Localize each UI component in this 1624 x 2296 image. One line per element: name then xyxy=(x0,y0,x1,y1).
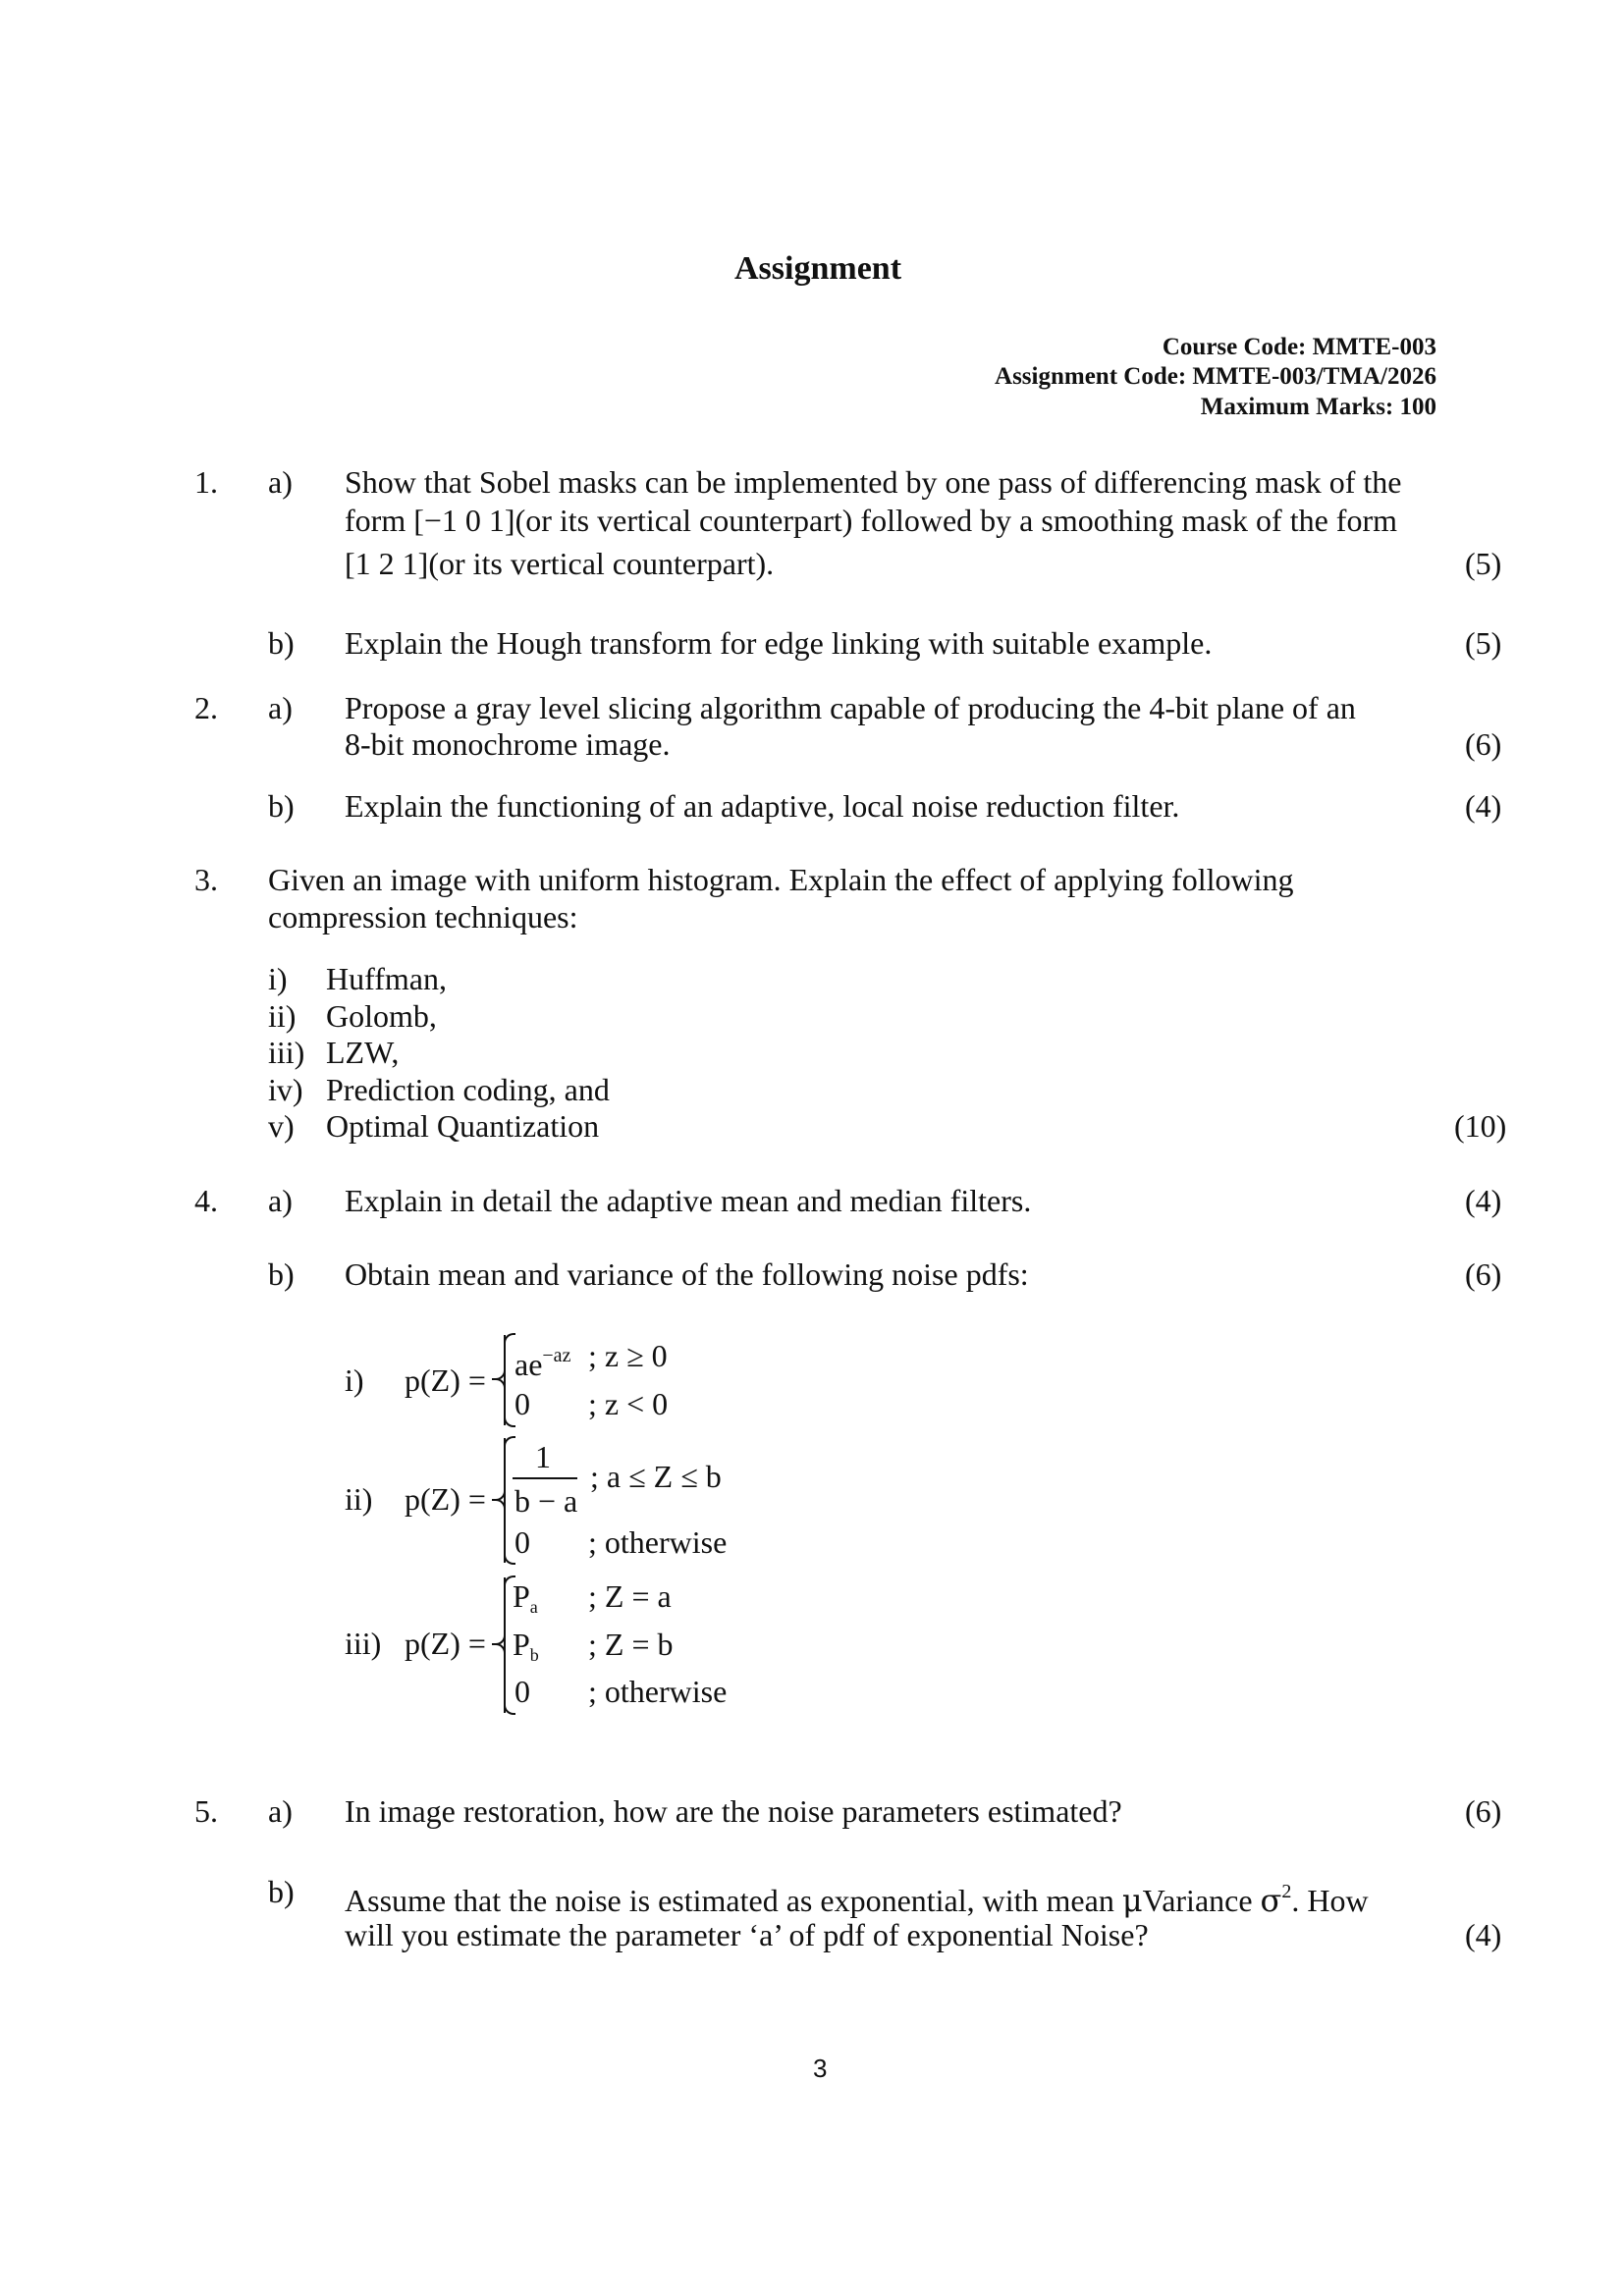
question-text: Explain in detail the adaptive mean and median filters. xyxy=(345,1183,1032,1218)
sigma-symbol: σ xyxy=(1260,1882,1282,1919)
mu-symbol: μ xyxy=(1121,1882,1143,1919)
pdf-condition: ; a ≤ Z ≤ b xyxy=(590,1459,722,1494)
pdf-condition: ; z < 0 xyxy=(588,1386,669,1421)
page-number: 3 xyxy=(813,2054,828,2083)
question-text: Obtain mean and variance of the following noise pdfs: xyxy=(345,1256,1029,1292)
question-text: compression techniques: xyxy=(268,899,578,934)
marks: (5) xyxy=(1465,625,1502,661)
list-item-label: iv) xyxy=(268,1072,303,1107)
list-item-label: ii) xyxy=(268,998,297,1034)
question-text-part: Variance xyxy=(1142,1883,1253,1918)
pdf-case xyxy=(513,1626,539,1674)
pdf-case xyxy=(513,1577,538,1626)
pdf-label: i) xyxy=(345,1362,364,1398)
marks: (4) xyxy=(1465,1183,1502,1218)
marks: (6) xyxy=(1465,1256,1502,1292)
fraction-denominator: b − a xyxy=(514,1483,578,1519)
question-text: Show that Sobel masks can be implemented by one pass of differencing mask of the xyxy=(345,464,1402,500)
list-item: Golomb, xyxy=(326,998,437,1034)
pdf-condition: ; otherwise xyxy=(588,1524,728,1560)
pdf-condition: ; Z = a xyxy=(588,1578,672,1614)
part-label: b) xyxy=(268,1256,295,1292)
question-text: Propose a gray level slicing algorithm capable of producing the 4-bit plane of an xyxy=(345,690,1356,725)
pdf-case xyxy=(514,1337,570,1383)
list-item-label: i) xyxy=(268,961,288,996)
pdf-condition: ; z ≥ 0 xyxy=(588,1338,668,1373)
marks: (6) xyxy=(1465,726,1502,762)
marks: (4) xyxy=(1465,1917,1502,1952)
part-label: a) xyxy=(268,1793,293,1829)
question-number: 2. xyxy=(194,690,218,725)
question-text: In image restoration, how are the noise parameters estimated? xyxy=(345,1793,1122,1829)
pdf-case-base: P xyxy=(513,1578,530,1614)
pdf-case-base: P xyxy=(513,1627,530,1662)
question-number: 3. xyxy=(194,862,218,897)
marks: (5) xyxy=(1465,546,1502,581)
fraction-numerator: 1 xyxy=(535,1439,551,1474)
pdf-condition: ; otherwise xyxy=(588,1674,728,1709)
pdf-case-base: ae xyxy=(514,1347,543,1382)
part-label: a) xyxy=(268,690,293,725)
assignment-code: Assignment Code: MMTE-003/TMA/2026 xyxy=(995,363,1436,390)
sigma-exponent: 2 xyxy=(1281,1881,1292,1902)
marks: (6) xyxy=(1465,1793,1502,1829)
question-number: 4. xyxy=(194,1183,218,1218)
question-text: Explain the functioning of an adaptive, local noise reduction filter. xyxy=(345,788,1180,824)
pdf-case-subscript: b xyxy=(529,1645,539,1665)
question-text: will you estimate the parameter ‘a’ of pdf of exponential Noise? xyxy=(345,1917,1149,1952)
list-item: LZW, xyxy=(326,1035,400,1070)
pdf-case-value: 0 xyxy=(514,1674,530,1709)
pdf-label: iii) xyxy=(345,1626,382,1661)
list-item: Huffman, xyxy=(326,961,447,996)
question-text xyxy=(345,1873,1369,1919)
pdf-lhs: p(Z) = xyxy=(405,1481,486,1517)
part-label: b) xyxy=(268,788,295,824)
list-item: Prediction coding, and xyxy=(326,1072,610,1107)
list-item-label: v) xyxy=(268,1108,295,1144)
question-number: 1. xyxy=(194,464,218,500)
question-text: Given an image with uniform histogram. Explain the effect of applying following xyxy=(268,862,1294,897)
question-number: 5. xyxy=(194,1793,218,1829)
question-text: Explain the Hough transform for edge linking with suitable example. xyxy=(345,625,1213,661)
pdf-label: ii) xyxy=(345,1481,373,1517)
part-label: b) xyxy=(268,1874,295,1909)
pdf-case-subscript: a xyxy=(529,1597,538,1617)
part-label: b) xyxy=(268,625,295,661)
pdf-lhs: p(Z) = xyxy=(405,1626,486,1661)
pdf-lhs: p(Z) = xyxy=(405,1362,486,1398)
part-label: a) xyxy=(268,1183,293,1218)
marks: (10) xyxy=(1454,1108,1507,1144)
pdf-case-exponent: −az xyxy=(542,1345,571,1366)
question-text: [1 2 1](or its vertical counterpart). xyxy=(345,546,775,581)
question-text-part: Assume that the noise is estimated as exponential, with mean xyxy=(345,1883,1114,1918)
list-item: Optimal Quantization xyxy=(326,1108,600,1144)
question-text: form [−1 0 1](or its vertical counterpart) followed by a smoothing mask of the form xyxy=(345,503,1397,538)
fraction-bar xyxy=(513,1477,577,1479)
question-text: 8-bit monochrome image. xyxy=(345,726,671,762)
course-code: Course Code: MMTE-003 xyxy=(1162,334,1436,360)
page-title: Assignment xyxy=(734,250,902,287)
pdf-case-value: 0 xyxy=(514,1386,530,1421)
question-text-part: . How xyxy=(1291,1883,1369,1918)
list-item-label: iii) xyxy=(268,1035,305,1070)
pdf-condition: ; Z = b xyxy=(588,1627,674,1662)
pdf-case-value: 0 xyxy=(514,1524,530,1560)
part-label: a) xyxy=(268,464,293,500)
maximum-marks: Maximum Marks: 100 xyxy=(1200,394,1436,420)
marks: (4) xyxy=(1465,788,1502,824)
